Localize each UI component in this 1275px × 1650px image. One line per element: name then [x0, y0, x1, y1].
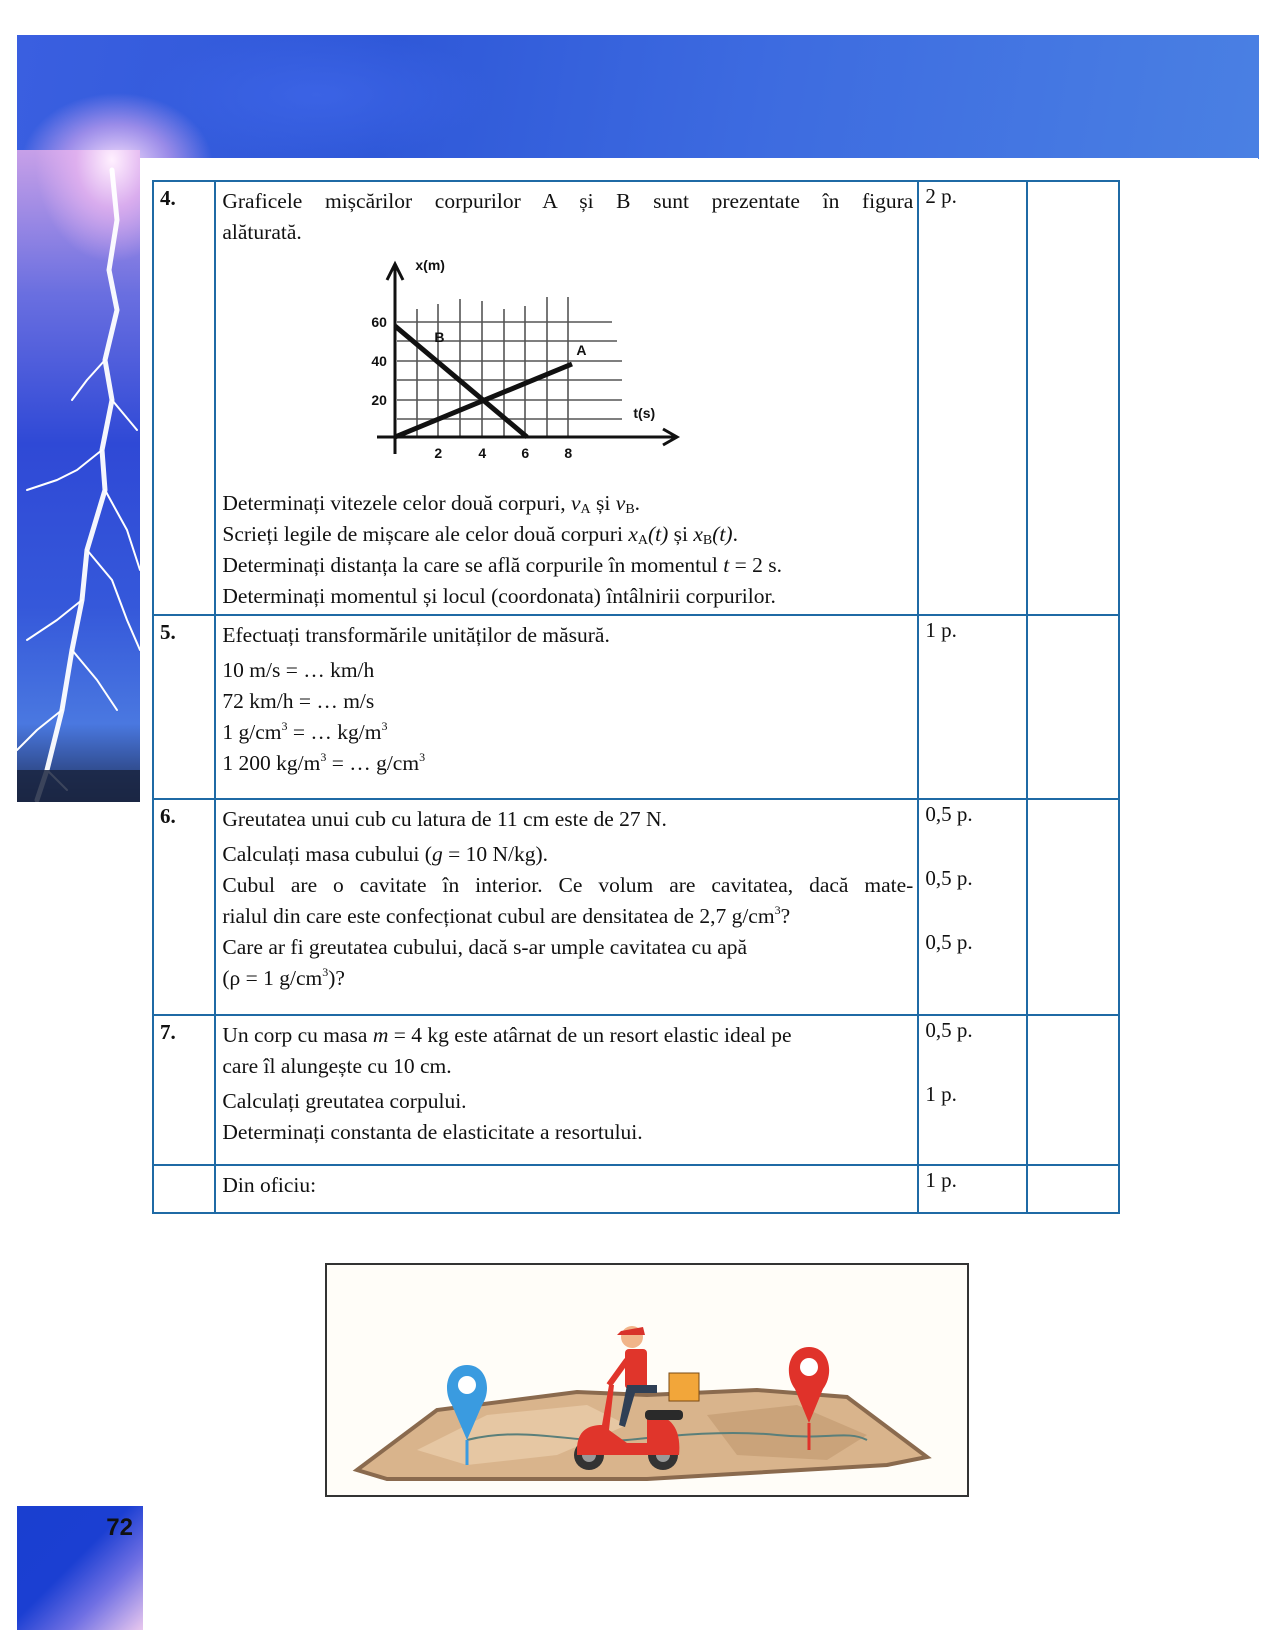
points-cell	[918, 181, 1026, 615]
y-tick: 20	[371, 392, 387, 408]
series-label-b: B	[434, 329, 445, 345]
item-number: 5.	[153, 615, 215, 799]
lightning-bolt-icon	[17, 150, 140, 802]
points-cell	[918, 1015, 1026, 1165]
y-tick: 60	[371, 314, 387, 330]
scooter-map-icon	[327, 1265, 967, 1495]
question-line: Cubul are o cavitate în interior. Ce volum are cavitatea, dacă mate-	[222, 873, 914, 897]
grade-cell[interactable]	[1027, 181, 1119, 615]
intro-line: Graficele mișcărilor corpurilor A și B sunt prezentate în figura	[222, 189, 914, 213]
points-cell	[918, 615, 1026, 799]
points-value: 2 p.	[925, 184, 957, 208]
points-value: 1 p.	[925, 1168, 957, 1192]
table-row	[153, 799, 1119, 1015]
table-row	[153, 1015, 1119, 1165]
table-row	[153, 1165, 1119, 1213]
intro-line: Un corp cu masa m = 4 kg este atârnat de un resort elastic ideal pe	[222, 1023, 792, 1047]
x-tick: 8	[564, 445, 573, 461]
points-cell	[918, 1165, 1026, 1213]
position-time-chart	[377, 254, 697, 474]
table-row	[153, 181, 1119, 615]
item-text	[215, 1165, 918, 1213]
conversion-line: 1 $g/cm^3$ = … $kg/m^3$	[222, 719, 388, 744]
x-tick: 2	[434, 445, 443, 461]
points-cell	[918, 799, 1026, 1015]
question-line: (ρ = 1 $g/cm^3$)?	[222, 965, 345, 990]
x-tick: 6	[521, 445, 530, 461]
conversion-line: 1 200 $kg/m^3$ = … $g/cm^3$	[222, 750, 426, 775]
page-number: 72	[106, 1514, 133, 1541]
grade-cell[interactable]	[1027, 1165, 1119, 1213]
task-line: Scrieți legile de mișcare ale celor două corpuri $x_A(t)$ și $x_B(t)$.	[222, 522, 738, 548]
item-number: 4.	[153, 181, 215, 615]
item-text	[215, 1015, 918, 1165]
lightning-sidebar-image	[17, 150, 140, 802]
grade-cell[interactable]	[1027, 799, 1119, 1015]
intro-line: Efectuați transformările unităților de măsură.	[222, 623, 610, 647]
intro-line: alăturată.	[222, 220, 302, 244]
x-axis-label: t(s)	[633, 405, 656, 421]
points-value: 0,5 p.	[925, 1018, 973, 1042]
page-number-badge	[17, 1506, 143, 1630]
assessment-table	[152, 180, 1120, 1214]
grade-cell[interactable]	[1027, 615, 1119, 799]
delivery-illustration	[325, 1263, 969, 1497]
task-line: Determinați distanța la care se află corpurile în momentul t = 2 s.	[222, 553, 782, 577]
y-axis-label: x(m)	[415, 257, 445, 273]
motion-graph	[371, 254, 697, 474]
intro-line: care îl alungește cu 10 cm.	[222, 1054, 452, 1078]
task-line: Determinați momentul și locul (coordonata) întâlnirii corpurilor.	[222, 584, 776, 608]
grade-cell[interactable]	[1027, 1015, 1119, 1165]
header-banner-image	[17, 35, 1259, 159]
points-value: 0,5 p.	[925, 866, 973, 890]
item-text	[215, 799, 918, 1015]
item-text	[215, 615, 918, 799]
question-line: Determinați constanta de elasticitate a resortului.	[222, 1120, 643, 1144]
item-text	[215, 181, 918, 615]
content-panel-top	[140, 158, 1258, 170]
intro-line: Greutatea unui cub cu latura de 11 cm este de 27 N.	[222, 807, 667, 831]
conversion-line: 10 m/s = … km/h	[222, 658, 375, 682]
item-number	[153, 1165, 215, 1213]
bonus-label: Din oficiu:	[222, 1173, 317, 1197]
item-number: 6.	[153, 799, 215, 1015]
task-line: Determinați vitezele celor două corpuri, $v_A$ și $v_B$.	[222, 491, 641, 517]
points-value: 0,5 p.	[925, 802, 973, 826]
question-line: rialul din care este confecționat cubul are densitatea de 2,7 $g/cm^3$?	[222, 903, 791, 928]
points-value: 1 p.	[925, 1082, 957, 1106]
conversion-line: 72 km/h = … m/s	[222, 689, 375, 713]
points-value: 0,5 p.	[925, 930, 973, 954]
x-tick: 4	[478, 445, 487, 461]
y-tick: 40	[371, 353, 387, 369]
question-line: Calculați masa cubului (g = 10 N/kg).	[222, 842, 548, 866]
item-number: 7.	[153, 1015, 215, 1165]
series-label-a: A	[576, 342, 587, 358]
points-value: 1 p.	[925, 618, 957, 642]
question-line: Care ar fi greutatea cubului, dacă s-ar umple cavitatea cu apă	[222, 935, 748, 959]
question-line: Calculați greutatea corpului.	[222, 1089, 467, 1113]
table-row	[153, 615, 1119, 799]
